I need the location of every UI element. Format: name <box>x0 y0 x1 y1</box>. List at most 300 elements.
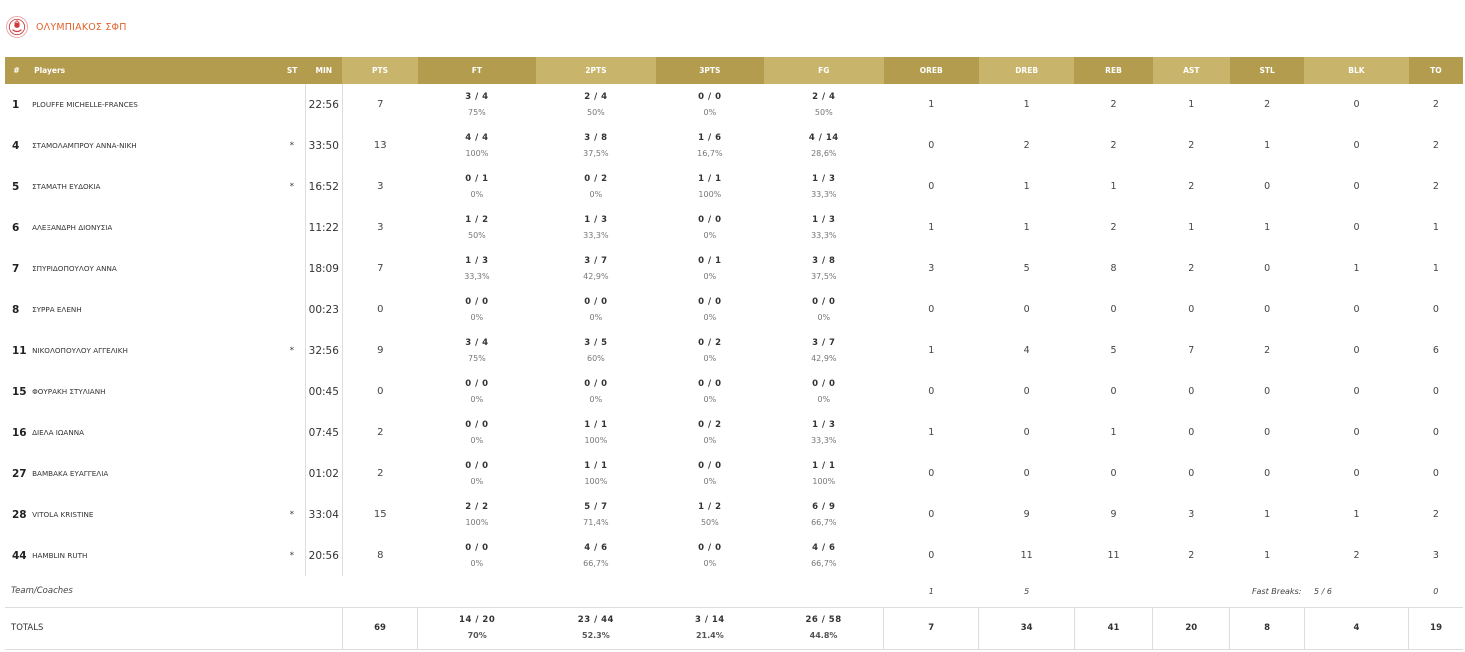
player-2pts-pct: 0% <box>589 312 603 322</box>
player-dreb: 0 <box>1023 304 1030 315</box>
player-ft-pct: 0% <box>470 189 484 199</box>
totals-ft-made: 14 / 20 <box>459 615 496 625</box>
player-2pts-made: 3 / 5 <box>584 337 608 348</box>
player-3pts-made: 0 / 0 <box>698 542 722 553</box>
player-name[interactable]: ΒΑΜΒΑΚΑ ΕΥΑΓΓΕΛΙΑ <box>32 469 109 478</box>
player-reb: 0 <box>1110 468 1117 479</box>
player-ft-made: 4 / 4 <box>465 132 489 143</box>
player-name[interactable]: VITOLA KRISTINE <box>32 510 94 519</box>
totals-2pts-pct: 52.3% <box>582 631 610 640</box>
player-ft-made: 0 / 0 <box>465 460 489 471</box>
starter-mark: * <box>279 330 305 371</box>
player-blk: 0 <box>1353 99 1360 110</box>
starter-mark <box>279 412 305 453</box>
player-ft-pct: 0% <box>470 435 484 445</box>
totals-oreb: 7 <box>884 607 979 649</box>
player-3pts-made: 0 / 2 <box>698 337 722 348</box>
player-2pts-pct: 60% <box>586 353 605 363</box>
player-minutes: 22:56 <box>305 84 342 125</box>
player-oreb: 0 <box>928 509 935 520</box>
totals-fg <box>764 607 883 649</box>
player-2pts-pct: 37,5% <box>583 148 609 158</box>
team-to: 0 <box>1433 586 1439 596</box>
player-blk: 0 <box>1353 181 1360 192</box>
player-3pts-made: 0 / 2 <box>698 419 722 430</box>
totals-ft <box>418 607 536 649</box>
player-3pts-pct: 0% <box>703 271 717 281</box>
player-to: 0 <box>1432 304 1439 315</box>
player-oreb: 1 <box>928 345 935 356</box>
player-ft-made: 0 / 0 <box>465 419 489 430</box>
player-stl: 1 <box>1264 140 1271 151</box>
totals-fg-made: 26 / 58 <box>805 615 842 625</box>
player-fg <box>764 412 883 453</box>
player-ft-pct: 100% <box>465 148 489 158</box>
player-3pts-made: 0 / 1 <box>698 255 722 266</box>
player-fg-pct: 100% <box>812 476 836 486</box>
totals-dreb: 34 <box>979 607 1074 649</box>
player-name[interactable]: ΦΟΥΡΑΚΗ ΣΤΥΛΙΑΝΗ <box>32 387 106 396</box>
player-fg-made: 4 / 14 <box>808 132 839 143</box>
player-fg <box>764 84 883 125</box>
player-ast: 0 <box>1188 386 1195 397</box>
totals-3pts-pct: 21.4% <box>695 631 724 640</box>
player-ft-made: 1 / 3 <box>465 255 489 266</box>
player-ft <box>418 289 536 330</box>
player-fg <box>764 166 883 207</box>
player-minutes: 32:56 <box>305 330 342 371</box>
player-stl: 1 <box>1264 222 1271 233</box>
player-points: 8 <box>377 550 384 561</box>
player-minutes: 20:56 <box>305 535 342 576</box>
player-name[interactable]: ΣΤΑΜΑΤΗ ΕΥΔΟΚΙΑ <box>32 182 101 191</box>
starter-mark <box>279 248 305 289</box>
player-2pts-made: 3 / 7 <box>584 255 608 266</box>
col-header-2pts[interactable]: 2PTS <box>536 57 655 84</box>
player-oreb: 0 <box>928 468 935 479</box>
col-header-num: # <box>5 57 28 84</box>
totals-row <box>5 607 1463 649</box>
player-minutes: 33:04 <box>305 494 342 535</box>
player-3pts-made: 0 / 0 <box>698 296 722 307</box>
player-ft <box>418 207 536 248</box>
player-to: 6 <box>1432 345 1439 356</box>
col-header-ft[interactable]: FT <box>418 57 536 84</box>
player-2pts <box>536 248 655 289</box>
player-to: 2 <box>1432 140 1439 151</box>
player-reb: 8 <box>1110 263 1117 274</box>
col-header-players[interactable]: Players <box>28 57 279 84</box>
player-3pts-pct: 0% <box>703 107 717 117</box>
player-ft-pct: 75% <box>468 107 486 117</box>
player-2pts-pct: 33,3% <box>583 230 609 240</box>
col-header-stl[interactable]: STL <box>1230 57 1304 84</box>
player-dreb: 0 <box>1023 427 1030 438</box>
player-fg-made: 0 / 0 <box>812 296 836 307</box>
starter-mark: * <box>279 494 305 535</box>
player-ft-pct: 0% <box>470 394 484 404</box>
col-header-oreb[interactable]: OREB <box>884 57 979 84</box>
player-ft-made: 3 / 4 <box>465 337 489 348</box>
player-ast: 1 <box>1188 99 1195 110</box>
player-3pts-pct: 50% <box>700 517 719 527</box>
player-3pts-pct: 0% <box>703 312 717 322</box>
player-minutes: 07:45 <box>305 412 342 453</box>
player-name[interactable]: ΑΛΕΞΑΝΔΡΗ ΔΙΟΝΥΣΙΑ <box>32 223 113 232</box>
olympiacos-logo-icon <box>6 16 28 38</box>
player-dreb: 5 <box>1023 263 1030 274</box>
player-3pts-pct: 16,7% <box>697 148 723 158</box>
player-number: 4 <box>12 139 20 152</box>
player-ft <box>418 535 536 576</box>
player-3pts <box>656 125 764 166</box>
player-minutes: 01:02 <box>305 453 342 494</box>
player-to: 3 <box>1432 550 1439 561</box>
player-2pts <box>536 371 655 412</box>
player-2pts <box>536 84 655 125</box>
player-ft-made: 0 / 0 <box>465 296 489 307</box>
fast-breaks-value: 5 / 6 <box>1313 586 1332 596</box>
player-3pts <box>656 166 764 207</box>
team-header <box>6 15 127 39</box>
player-3pts-pct: 0% <box>703 435 717 445</box>
player-number: 28 <box>12 508 27 521</box>
player-3pts <box>656 207 764 248</box>
starter-mark: * <box>279 166 305 207</box>
player-blk: 1 <box>1353 509 1360 520</box>
col-header-fg[interactable]: FG <box>764 57 883 84</box>
player-fg <box>764 453 883 494</box>
player-ast: 2 <box>1188 140 1195 151</box>
player-fg <box>764 248 883 289</box>
starter-mark <box>279 84 305 125</box>
player-number: 27 <box>12 467 27 480</box>
team-name[interactable]: ΟΛΥΜΠΙΑΚΟΣ ΣΦΠ <box>36 21 127 33</box>
player-fg-made: 1 / 1 <box>812 460 836 471</box>
player-dreb: 2 <box>1023 140 1030 151</box>
player-2pts-pct: 66,7% <box>583 558 609 568</box>
player-ft <box>418 371 536 412</box>
player-row <box>5 412 1463 453</box>
player-2pts-pct: 100% <box>584 476 608 486</box>
player-3pts-made: 1 / 1 <box>698 173 722 184</box>
totals-ast: 20 <box>1153 607 1230 649</box>
player-ft-pct: 0% <box>470 476 484 486</box>
player-fg-made: 1 / 3 <box>812 173 836 184</box>
player-reb: 1 <box>1110 427 1117 438</box>
player-ft <box>418 412 536 453</box>
col-header-blk[interactable]: BLK <box>1304 57 1408 84</box>
player-fg <box>764 371 883 412</box>
player-fg-made: 0 / 0 <box>812 378 836 389</box>
player-3pts <box>656 248 764 289</box>
player-ast: 3 <box>1188 509 1195 520</box>
player-stl: 0 <box>1264 181 1271 192</box>
player-ast: 1 <box>1188 222 1195 233</box>
totals-reb: 41 <box>1074 607 1152 649</box>
player-stl: 1 <box>1264 550 1271 561</box>
player-ft-pct: 50% <box>468 230 486 240</box>
player-2pts-made: 2 / 4 <box>584 91 608 102</box>
player-oreb: 0 <box>928 140 935 151</box>
col-header-dreb[interactable]: DREB <box>979 57 1074 84</box>
totals-fg-pct: 44.8% <box>809 631 838 640</box>
player-3pts-made: 0 / 0 <box>698 460 722 471</box>
player-stl: 0 <box>1264 304 1271 315</box>
player-ast: 2 <box>1188 263 1195 274</box>
player-number: 7 <box>12 262 20 275</box>
player-row <box>5 125 1463 166</box>
player-ast: 2 <box>1188 181 1195 192</box>
player-ft <box>418 248 536 289</box>
player-to: 1 <box>1432 263 1439 274</box>
player-to: 2 <box>1432 181 1439 192</box>
player-oreb: 1 <box>928 99 935 110</box>
player-points: 2 <box>377 468 384 479</box>
player-3pts <box>656 494 764 535</box>
player-3pts-made: 1 / 6 <box>698 132 722 143</box>
player-3pts-made: 0 / 0 <box>698 214 722 225</box>
player-row <box>5 248 1463 289</box>
player-row <box>5 84 1463 125</box>
player-blk: 0 <box>1353 304 1360 315</box>
player-number: 11 <box>12 344 27 357</box>
player-3pts <box>656 330 764 371</box>
player-fg-made: 6 / 9 <box>812 501 836 512</box>
player-2pts-pct: 71,4% <box>583 517 609 527</box>
player-stl: 0 <box>1264 427 1271 438</box>
player-blk: 0 <box>1353 386 1360 397</box>
player-3pts-made: 1 / 2 <box>698 501 722 512</box>
player-dreb: 1 <box>1023 99 1030 110</box>
player-2pts <box>536 330 655 371</box>
player-points: 3 <box>377 181 384 192</box>
player-fg-made: 1 / 3 <box>812 419 836 430</box>
player-2pts-made: 3 / 8 <box>584 132 608 143</box>
player-ast: 7 <box>1188 345 1195 356</box>
col-header-pts[interactable]: PTS <box>342 57 417 84</box>
player-ft-pct: 0% <box>470 312 484 322</box>
player-minutes: 18:09 <box>305 248 342 289</box>
player-number: 5 <box>12 180 20 193</box>
player-fg-pct: 0% <box>817 394 831 404</box>
player-dreb: 9 <box>1023 509 1030 520</box>
player-fg <box>764 289 883 330</box>
fast-breaks-label: Fast Breaks: <box>1251 586 1302 596</box>
player-ft-made: 0 / 0 <box>465 378 489 389</box>
fast-breaks <box>1230 576 1409 607</box>
player-2pts <box>536 289 655 330</box>
player-fg <box>764 125 883 166</box>
player-ft-pct: 0% <box>470 558 484 568</box>
totals-pts: 69 <box>342 607 417 649</box>
team-oreb: 1 <box>928 586 934 596</box>
player-ft <box>418 84 536 125</box>
player-name[interactable]: ΣΠΥΡΙΔΟΠΟΥΛΟΥ ΑΝΝΑ <box>32 264 117 273</box>
player-reb: 9 <box>1110 509 1117 520</box>
player-oreb: 0 <box>928 386 935 397</box>
player-ft-made: 0 / 1 <box>465 173 489 184</box>
player-oreb: 0 <box>928 304 935 315</box>
totals-stl: 8 <box>1230 607 1304 649</box>
player-stl: 2 <box>1264 345 1271 356</box>
player-2pts-made: 1 / 3 <box>584 214 608 225</box>
totals-label: TOTALS <box>5 607 342 649</box>
player-number: 8 <box>12 303 20 316</box>
player-2pts-made: 5 / 7 <box>584 501 608 512</box>
player-fg-pct: 33,3% <box>811 189 837 199</box>
totals-2pts <box>536 607 655 649</box>
player-2pts-pct: 42,9% <box>583 271 609 281</box>
player-fg <box>764 494 883 535</box>
player-2pts-pct: 100% <box>584 435 608 445</box>
player-2pts <box>536 453 655 494</box>
player-3pts-pct: 0% <box>703 476 717 486</box>
player-2pts <box>536 494 655 535</box>
player-to: 0 <box>1432 427 1439 438</box>
player-points: 7 <box>377 263 384 274</box>
player-ft-made: 0 / 0 <box>465 542 489 553</box>
player-fg-made: 4 / 6 <box>812 542 836 553</box>
player-number: 16 <box>12 426 27 439</box>
player-to: 1 <box>1432 222 1439 233</box>
player-2pts <box>536 207 655 248</box>
player-minutes: 16:52 <box>305 166 342 207</box>
player-fg <box>764 207 883 248</box>
player-reb: 2 <box>1110 222 1117 233</box>
player-fg-made: 3 / 8 <box>812 255 836 266</box>
player-ast: 2 <box>1188 550 1195 561</box>
player-to: 0 <box>1432 386 1439 397</box>
player-minutes: 33:50 <box>305 125 342 166</box>
player-to: 2 <box>1432 99 1439 110</box>
player-row <box>5 494 1463 535</box>
player-reb: 1 <box>1110 181 1117 192</box>
player-points: 15 <box>373 509 387 520</box>
player-row <box>5 371 1463 412</box>
player-3pts-pct: 0% <box>703 558 717 568</box>
player-name[interactable]: PLOUFFE MICHELLE-FRANCES <box>32 100 138 109</box>
player-ft-pct: 100% <box>465 517 489 527</box>
player-stl: 2 <box>1264 99 1271 110</box>
player-3pts-made: 0 / 0 <box>698 91 722 102</box>
player-ft-made: 2 / 2 <box>465 501 489 512</box>
player-row <box>5 535 1463 576</box>
player-ast: 0 <box>1188 427 1195 438</box>
boxscore-table <box>5 57 1463 650</box>
player-points: 7 <box>377 99 384 110</box>
player-name[interactable]: ΣΤΑΜΟΛΑΜΠΡΟΥ ΑΝΝΑ-ΝΙΚΗ <box>32 141 137 150</box>
player-oreb: 1 <box>928 427 935 438</box>
player-2pts-made: 0 / 0 <box>584 296 608 307</box>
player-stl: 0 <box>1264 386 1271 397</box>
player-ft <box>418 125 536 166</box>
player-2pts-made: 0 / 0 <box>584 378 608 389</box>
player-fg-made: 1 / 3 <box>812 214 836 225</box>
player-blk: 1 <box>1353 263 1360 274</box>
player-minutes: 00:45 <box>305 371 342 412</box>
player-fg-pct: 37,5% <box>811 271 837 281</box>
player-dreb: 4 <box>1023 345 1030 356</box>
player-2pts-made: 1 / 1 <box>584 460 608 471</box>
player-2pts-made: 4 / 6 <box>584 542 608 553</box>
player-dreb: 1 <box>1023 222 1030 233</box>
player-blk: 0 <box>1353 222 1360 233</box>
col-header-reb[interactable]: REB <box>1074 57 1152 84</box>
player-points: 13 <box>373 140 387 151</box>
player-stl: 0 <box>1264 468 1271 479</box>
player-ft-pct: 33,3% <box>464 271 490 281</box>
player-ft-made: 3 / 4 <box>465 91 489 102</box>
player-points: 9 <box>377 345 384 356</box>
col-header-st[interactable]: ST <box>279 57 305 84</box>
player-ft-made: 1 / 2 <box>465 214 489 225</box>
col-header-ast[interactable]: AST <box>1153 57 1230 84</box>
player-dreb: 0 <box>1023 468 1030 479</box>
totals-3pts <box>656 607 764 649</box>
totals-to: 19 <box>1409 607 1463 649</box>
player-blk: 0 <box>1353 427 1360 438</box>
player-minutes: 11:22 <box>305 207 342 248</box>
player-points: 3 <box>377 222 384 233</box>
player-blk: 2 <box>1353 550 1360 561</box>
player-3pts-pct: 0% <box>703 394 717 404</box>
team-coaches-row <box>5 576 1463 607</box>
player-row <box>5 453 1463 494</box>
player-3pts-pct: 100% <box>698 189 722 199</box>
totals-3pts-made: 3 / 14 <box>694 615 725 625</box>
player-ft <box>418 453 536 494</box>
player-3pts <box>656 453 764 494</box>
player-fg-pct: 0% <box>817 312 831 322</box>
col-header-min[interactable]: MIN <box>305 57 342 84</box>
player-name[interactable]: HAMBLIN RUTH <box>32 551 88 560</box>
starter-mark <box>279 371 305 412</box>
player-2pts <box>536 125 655 166</box>
player-row <box>5 207 1463 248</box>
totals-ft-pct: 70% <box>467 631 487 640</box>
player-to: 0 <box>1432 468 1439 479</box>
player-points: 0 <box>377 304 384 315</box>
player-fg <box>764 535 883 576</box>
player-2pts <box>536 535 655 576</box>
player-row <box>5 330 1463 371</box>
player-2pts-pct: 0% <box>589 189 603 199</box>
player-stl: 0 <box>1264 263 1271 274</box>
col-header-to[interactable]: TO <box>1409 57 1463 84</box>
col-header-3pts[interactable]: 3PTS <box>656 57 764 84</box>
starter-mark: * <box>279 535 305 576</box>
player-fg-made: 3 / 7 <box>812 337 836 348</box>
player-points: 0 <box>377 386 384 397</box>
starter-mark: * <box>279 125 305 166</box>
player-dreb: 0 <box>1023 386 1030 397</box>
player-ast: 0 <box>1188 468 1195 479</box>
player-3pts-pct: 0% <box>703 230 717 240</box>
player-blk: 0 <box>1353 140 1360 151</box>
starter-mark <box>279 207 305 248</box>
player-name[interactable]: ΔΙΕΛΑ ΙΩΑΝΝΑ <box>32 428 84 437</box>
player-ft-pct: 75% <box>468 353 486 363</box>
player-name[interactable]: ΣΥΡΡΑ ΕΛΕΝΗ <box>32 305 82 314</box>
player-reb: 0 <box>1110 386 1117 397</box>
header-row <box>5 57 1463 84</box>
player-fg-pct: 42,9% <box>811 353 837 363</box>
player-name[interactable]: ΝΙΚΟΛΟΠΟΥΛΟΥ ΑΓΓΕΛΙΚΗ <box>32 346 128 355</box>
player-blk: 0 <box>1353 468 1360 479</box>
player-row <box>5 289 1463 330</box>
player-dreb: 1 <box>1023 181 1030 192</box>
